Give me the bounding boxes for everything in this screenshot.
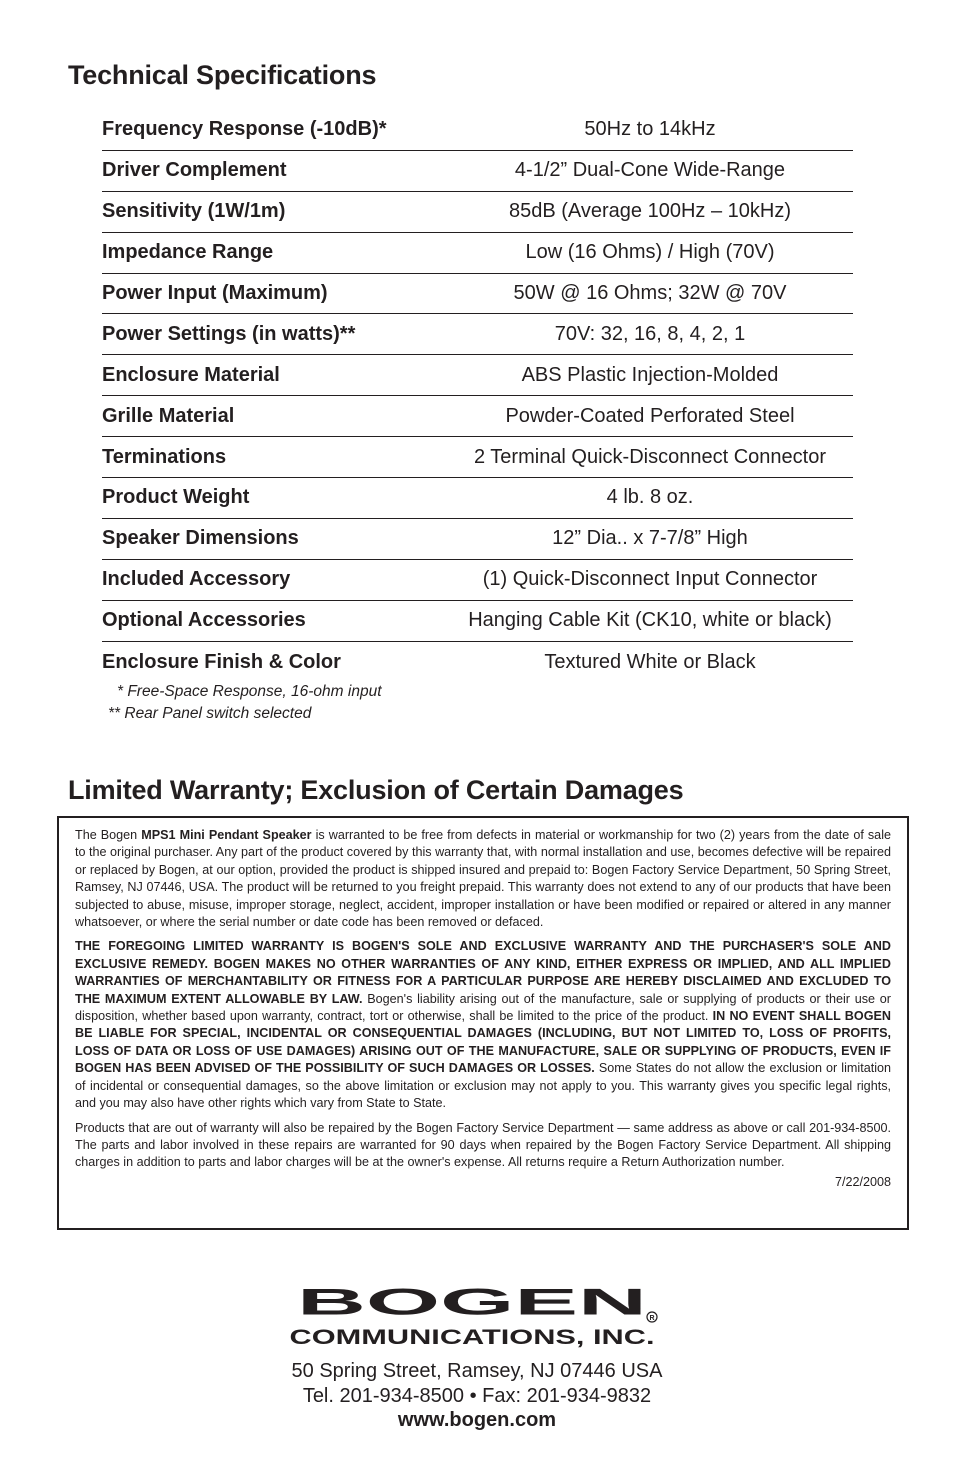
spec-label: Power Settings (in watts)**: [102, 322, 356, 345]
spec-row: [102, 396, 853, 437]
spec-label: Included Accessory: [102, 568, 291, 591]
spec-value: 4-1/2” Dual-Cone Wide-Range: [514, 159, 786, 182]
spec-label: Enclosure Finish & Color: [102, 650, 341, 673]
phone-line: Tel. 201-934-8500 • Fax: 201-934-9832: [302, 1385, 652, 1407]
warranty-paragraph-1: [75, 827, 891, 931]
spec-value: 50Hz to 14kHz: [584, 118, 716, 141]
bogen-logo-mark: [287, 1284, 667, 1350]
spec-row: [102, 601, 853, 642]
warranty-liability: IN NO EVENT SHALL BOGEN BE LIABLE FOR SPECIAL, INCIDENTAL OR CONSEQUENTIAL DAMAGES (INCLUDING, BUT NOT LIMITED TO, LOSS OF PROFITS, LOSS OF DATA OR LOSS OF USE DAMAGES) ARISING OUT OF THE MANUFACTURE, SALE OR SUPPLYING OF PRODUCTS, EVEN IF BOGEN HAS BEEN ADVISED OF THE POSSIBILITY OF SUCH DAMAGES OR LOSSES.: [75, 1009, 891, 1076]
spec-value: 12” Dia.. x 7-7/8” High: [552, 527, 748, 550]
spec-value: Powder-Coated Perforated Steel: [505, 404, 795, 427]
spec-row: [102, 192, 853, 233]
spec-label: Driver Complement: [102, 159, 287, 182]
specs-heading: Technical Specifications: [68, 60, 377, 90]
warranty-date: 7/22/2008: [834, 1174, 891, 1189]
spec-label: Enclosure Material: [102, 363, 280, 386]
spec-label: Product Weight: [102, 486, 250, 509]
footnote-rear-panel: ** Rear Panel switch selected: [108, 705, 312, 722]
spec-label: Frequency Response (-10dB)*: [102, 118, 387, 141]
spec-value: 4 lb. 8 oz.: [606, 486, 694, 509]
spec-value: 85dB (Average 100Hz – 10kHz): [508, 200, 791, 223]
svg-text:COMMUNICATIONS, INC.: COMMUNICATIONS, INC.: [289, 1326, 655, 1349]
spec-value: Hanging Cable Kit (CK10, white or black): [468, 609, 832, 632]
address-line: 50 Spring Street, Ramsey, NJ 07446 USA: [291, 1360, 663, 1382]
warranty-text: Bogen's liability arising out of the manufacture, sale or supplying of products or their use or disposition, whether based upon warranty, contract, tort or otherwise, shall be limited to the price of the product.: [75, 991, 891, 1024]
spec-value: Textured White or Black: [544, 650, 756, 673]
spec-row: [102, 560, 853, 601]
spec-value: (1) Quick-Disconnect Input Connector: [482, 568, 818, 591]
svg-text:R: R: [649, 1315, 655, 1322]
warranty-disclaimer: THE FOREGOING LIMITED WARRANTY IS BOGEN'S SOLE AND EXCLUSIVE WARRANTY AND THE PURCHASER'S SOLE AND EXCLUSIVE REMEDY. BOGEN MAKES NO OTHER WARRANTIES OF ANY KIND, EITHER EXPRESS OR IMPLIED, AND ALL IMPLIED WARRANTIES OF MERCHANTABILITY OR FITNESS FOR A PARTICULAR PURPOSE ARE HEREBY DISCLAIMED AND EXCLUDED TO THE MAXIMUM EXTENT ALLOWABLE BY LAW.: [75, 939, 891, 1006]
spec-label: Grille Material: [102, 404, 235, 427]
warranty-heading: Limited Warranty; Exclusion of Certain Damages: [68, 775, 684, 805]
spec-label: Speaker Dimensions: [102, 527, 299, 550]
warranty-product-name: MPS1 Mini Pendant Speaker: [141, 828, 312, 842]
warranty-text: Some States do not allow the exclusion or limitation of incidental or consequential damages, so the above limitation or exclusion may not apply to you. This warranty gives you specific legal rights, and you may also have other rights which vary from State to State.: [75, 1061, 891, 1111]
specs-table: [102, 110, 853, 682]
spec-row: [102, 355, 853, 396]
spec-row: [102, 642, 853, 683]
footnote-free-space: * Free-Space Response, 16-ohm input: [117, 683, 382, 700]
spec-label: Power Input (Maximum): [102, 282, 328, 304]
spec-row: [102, 274, 853, 315]
spec-value: ABS Plastic Injection-Molded: [521, 363, 779, 386]
warranty-paragraph-3: Products that are out of warranty will also be repaired by the Bogen Factory Service Department — same address as above or call 201-934-8500. The parts and labor involved in these repairs are warranted for 90 days when repaired by the Bogen Factory Service Department. All shipping charges in addition to parts and labor charges will be at the owner's expense. All returns require a Return Authorization number.: [75, 1120, 891, 1170]
spec-row: [102, 314, 853, 355]
warranty-paragraph-2: [75, 938, 891, 1112]
warranty-text: The Bogen: [75, 828, 142, 842]
spec-label: Sensitivity (1W/1m): [102, 200, 286, 223]
svg-text:BOGEN: BOGEN: [297, 1284, 647, 1323]
warranty-text: is warranted to be free from defects in material or workmanship for two (2) years from the date of sale to the original purchaser. Any part of the product covered by this warranty that, with normal installation and use, becomes defective will be repaired or replaced by Bogen, at our option, provided the product is shipped insured and prepaid to: Bogen Factory Service Department, 50 Spring Street, Ramsey, NJ 07446, USA. The product will be returned to you freight prepaid. This warranty does not extend to any of our products that have been subjected to abuse, misuse, improper storage, neglect, accident, improper installation or have been modified or repaired or altered in any manner whatsoever, or where the serial number or date code has been removed or defaced.: [75, 828, 891, 930]
spec-row: [102, 519, 853, 560]
spec-row: [102, 233, 853, 274]
spec-row: [102, 437, 853, 478]
spec-label: Optional Accessories: [102, 609, 306, 632]
bogen-logo: [0, 1284, 954, 1350]
spec-row: [102, 110, 853, 151]
spec-label: Impedance Range: [102, 241, 274, 264]
spec-row: [102, 151, 853, 192]
spec-value: 70V: 32, 16, 8, 4, 2, 1: [554, 322, 746, 345]
spec-label: Terminations: [102, 445, 227, 468]
spec-value: 2 Terminal Quick-Disconnect Connector: [473, 445, 826, 468]
website-link[interactable]: www.bogen.com: [397, 1409, 557, 1431]
spec-value: 50W @ 16 Ohms; 32W @ 70V: [513, 282, 787, 304]
spec-row: [102, 478, 853, 519]
spec-value: Low (16 Ohms) / High (70V): [525, 241, 775, 264]
warranty-box: [57, 816, 909, 1230]
